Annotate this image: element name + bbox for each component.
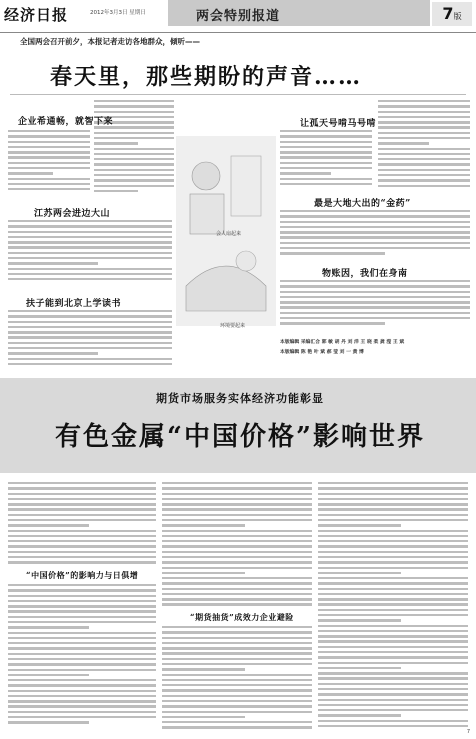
figure-caption: 会人扇起来: [216, 231, 242, 237]
text-line: [94, 169, 174, 171]
text-line: [162, 530, 312, 532]
text-line: [162, 711, 312, 713]
text-line: [8, 610, 156, 612]
text-line: [8, 503, 156, 505]
text-line: [162, 498, 312, 500]
text-line: [94, 190, 138, 192]
text-line: [318, 704, 468, 706]
text-line: [378, 100, 470, 102]
text-line: [8, 268, 172, 270]
text-line: [318, 593, 468, 595]
text-line: [8, 358, 172, 360]
article-column: [318, 482, 468, 732]
top-headline-rule: [10, 94, 466, 95]
text-line: [8, 530, 156, 532]
text-line: [8, 352, 98, 354]
credit-line: 本版编辑 陈 艳 叶 斌 郝 莹 刘 一 黄 博: [280, 350, 364, 355]
text-line: [8, 716, 156, 718]
text-line: [8, 151, 90, 153]
text-line: [8, 146, 90, 148]
text-line: [8, 141, 90, 143]
text-line: [8, 669, 156, 671]
masthead: [0, 0, 476, 32]
text-line: [8, 647, 156, 649]
text-line: [280, 178, 372, 180]
text-line: [318, 688, 468, 690]
page-number: [432, 2, 472, 26]
text-line: [162, 705, 312, 707]
text-line: [280, 296, 470, 298]
text-line: [94, 153, 174, 155]
text-line: [378, 142, 429, 144]
header-rule: [0, 32, 476, 33]
text-line: [8, 658, 156, 660]
text-line: [8, 135, 90, 137]
text-line: [8, 711, 156, 713]
text-line: [318, 699, 468, 701]
text-line: [280, 183, 372, 185]
article-column: [8, 482, 156, 568]
subhead: 物账因，我们在身南: [322, 269, 408, 279]
text-line: [8, 326, 172, 328]
article-column: [280, 210, 470, 262]
text-line: [280, 226, 470, 228]
text-line: [378, 158, 470, 160]
text-line: [94, 132, 174, 134]
text-line: [8, 241, 172, 243]
text-line: [8, 551, 156, 553]
text-line: [8, 321, 172, 323]
text-line: [8, 621, 156, 623]
text-line: [8, 524, 89, 526]
text-line: [318, 667, 401, 669]
text-line: [162, 626, 312, 628]
text-line: [8, 246, 172, 248]
text-line: [8, 721, 89, 723]
text-line: [94, 111, 174, 113]
text-line: [318, 625, 468, 627]
text-line: [318, 556, 468, 558]
text-line: [8, 257, 172, 259]
text-line: [318, 640, 468, 642]
text-line: [8, 331, 172, 333]
text-line: [8, 273, 172, 275]
text-line: [318, 651, 468, 653]
text-line: [318, 693, 468, 695]
text-line: [162, 588, 312, 590]
text-line: [162, 540, 312, 542]
text-line: [280, 162, 372, 164]
text-line: [280, 247, 470, 249]
text-line: [318, 725, 468, 727]
text-line: [8, 600, 156, 602]
text-line: [8, 690, 156, 692]
text-line: [94, 174, 174, 176]
text-line: [8, 514, 156, 516]
text-line: [162, 716, 245, 718]
text-line: [318, 540, 468, 542]
page-number-suffix: 版: [453, 12, 462, 21]
text-line: [8, 183, 90, 185]
text-line: [8, 700, 156, 702]
text-line: [8, 695, 156, 697]
text-line: [280, 215, 470, 217]
text-line: [378, 148, 470, 150]
text-line: [162, 642, 312, 644]
text-line: [378, 105, 470, 107]
text-line: [8, 363, 172, 365]
text-line: [162, 514, 312, 516]
article-column: [162, 626, 312, 732]
text-line: [162, 652, 312, 654]
text-line: [8, 674, 89, 676]
text-line: [378, 126, 470, 128]
text-line: [280, 317, 470, 319]
text-line: [280, 312, 470, 314]
text-line: [318, 519, 468, 521]
text-line: [318, 646, 468, 648]
text-line: [8, 632, 156, 634]
text-line: [8, 626, 89, 628]
text-line: [8, 156, 90, 158]
text-line: [318, 530, 468, 532]
top-kicker: 全国两会召开前夕，本报记者走访各地群众，倾听——: [20, 37, 200, 46]
text-line: [280, 172, 331, 174]
text-line: [162, 593, 312, 595]
subhead: “期货抽货”成效力企业避险: [190, 612, 294, 622]
text-line: [378, 185, 470, 187]
text-line: [8, 589, 156, 591]
text-line: [318, 493, 468, 495]
text-line: [8, 315, 172, 317]
text-line: [318, 535, 468, 537]
text-line: [378, 121, 470, 123]
text-line: [280, 231, 470, 233]
text-line: [162, 689, 312, 691]
text-line: [318, 598, 468, 600]
text-line: [318, 498, 468, 500]
text-line: [8, 561, 156, 563]
text-line: [318, 582, 468, 584]
text-line: [318, 609, 468, 611]
text-line: [94, 148, 174, 150]
text-line: [318, 561, 468, 563]
text-line: [162, 684, 312, 686]
dateline: 2012年3月3日 星期日: [90, 10, 146, 16]
text-line: [162, 519, 312, 521]
text-line: [162, 598, 312, 600]
text-line: [378, 174, 470, 176]
text-line: [8, 220, 172, 222]
text-line: [8, 663, 156, 665]
text-line: [318, 545, 468, 547]
top-headline: 春天里，那些期盼的声音……: [50, 64, 363, 90]
text-line: [318, 635, 468, 637]
page-number-value: 7: [442, 4, 454, 23]
text-line: [318, 720, 468, 722]
text-line: [318, 603, 468, 605]
text-line: [8, 519, 156, 521]
text-line: [8, 684, 156, 686]
text-line: [280, 236, 470, 238]
text-line: [8, 637, 156, 639]
text-line: [280, 322, 385, 324]
text-line: [318, 656, 468, 658]
text-line: [318, 672, 468, 674]
article-column: [378, 100, 470, 192]
text-line: [8, 162, 90, 164]
text-line: [162, 674, 312, 676]
subhead: 江苏两会进边大山: [34, 209, 111, 219]
article-column: [8, 584, 156, 732]
text-line: [8, 540, 156, 542]
bottom-headline: 有色金属“中国价格”影响世界: [55, 422, 425, 452]
text-line: [280, 146, 372, 148]
text-line: [162, 658, 312, 660]
text-line: [8, 172, 53, 174]
text-line: [162, 663, 312, 665]
text-line: [162, 647, 312, 649]
text-line: [162, 556, 312, 558]
text-line: [8, 556, 156, 558]
article-column: [162, 482, 312, 610]
text-line: [94, 179, 174, 181]
text-line: [162, 726, 312, 728]
text-line: [318, 508, 468, 510]
text-line: [8, 584, 156, 586]
newspaper-logo: 经济日报: [4, 6, 69, 24]
figure-caption: 环境要起来: [220, 323, 246, 329]
text-line: [378, 116, 470, 118]
text-line: [162, 572, 245, 574]
text-line: [280, 301, 470, 303]
text-line: [162, 503, 312, 505]
text-line: [162, 679, 312, 681]
text-line: [280, 252, 385, 254]
text-line: [94, 185, 174, 187]
text-line: [94, 100, 174, 102]
text-line: [162, 577, 312, 579]
text-line: [280, 242, 470, 244]
text-line: [318, 677, 468, 679]
text-line: [162, 535, 312, 537]
text-line: [318, 567, 468, 569]
subhead: 扶子能到北京上学读书: [26, 299, 122, 309]
text-line: [8, 616, 156, 618]
text-line: [162, 582, 312, 584]
text-line: [318, 524, 401, 526]
text-line: [8, 487, 156, 489]
text-line: [162, 695, 312, 697]
text-line: [318, 714, 401, 716]
text-line: [162, 631, 312, 633]
subhead: 企业希通畅，就智下来: [18, 117, 114, 127]
text-line: [378, 111, 470, 113]
article-column: [280, 130, 372, 190]
text-line: [280, 285, 470, 287]
text-line: [8, 642, 156, 644]
text-line: [162, 482, 312, 484]
text-line: [318, 662, 468, 664]
text-line: [162, 603, 312, 605]
subhead: 最是大地大出的“金药”: [314, 199, 411, 209]
text-line: [318, 572, 401, 574]
text-line: [378, 132, 470, 134]
text-line: [8, 225, 172, 227]
article-column: [280, 280, 470, 332]
text-line: [318, 630, 468, 632]
text-line: [8, 535, 156, 537]
text-line: [280, 130, 372, 132]
text-line: [8, 508, 156, 510]
text-line: [94, 105, 174, 107]
text-line: [8, 679, 156, 681]
text-line: [318, 482, 468, 484]
text-line: [8, 653, 156, 655]
text-line: [378, 163, 470, 165]
text-line: [162, 487, 312, 489]
text-line: [94, 163, 174, 165]
subhead: “中国价格”的影响力与日俱增: [26, 570, 139, 580]
text-line: [162, 668, 245, 670]
text-line: [318, 588, 468, 590]
text-line: [8, 498, 156, 500]
text-line: [162, 721, 312, 723]
text-line: [94, 158, 174, 160]
text-line: [8, 252, 172, 254]
text-line: [280, 291, 470, 293]
text-line: [8, 342, 172, 344]
text-line: [8, 705, 156, 707]
text-line: [318, 683, 468, 685]
text-line: [162, 700, 312, 702]
article-column: [8, 220, 172, 288]
text-line: [94, 137, 174, 139]
text-line: [280, 306, 470, 308]
text-line: [378, 169, 470, 171]
text-line: [162, 561, 312, 563]
text-line: [8, 231, 172, 233]
text-line: [8, 178, 90, 180]
text-line: [280, 210, 470, 212]
footer-mark: 7: [466, 729, 470, 735]
text-line: [280, 156, 372, 158]
text-line: [8, 278, 172, 280]
text-line: [8, 545, 156, 547]
text-line: [378, 153, 470, 155]
subhead: 让孤天号啃马号啃: [300, 119, 377, 129]
text-line: [280, 151, 372, 153]
text-line: [378, 179, 470, 181]
text-line: [8, 167, 90, 169]
section-title: 两会特别报道: [196, 9, 281, 24]
credit-line: 本版编辑 采编汇合 郭 敏 胡 丹 刘 洋 王 晓 柔 龚 滢 王 斌: [280, 340, 405, 345]
text-line: [8, 605, 156, 607]
text-line: [162, 637, 312, 639]
text-line: [318, 577, 468, 579]
text-line: [162, 508, 312, 510]
text-line: [8, 595, 156, 597]
text-line: [8, 336, 172, 338]
text-line: [162, 524, 245, 526]
text-line: [318, 709, 468, 711]
text-line: [94, 142, 138, 144]
text-line: [8, 347, 172, 349]
text-line: [162, 567, 312, 569]
text-line: [280, 167, 372, 169]
text-line: [318, 551, 468, 553]
text-line: [8, 493, 156, 495]
text-line: [162, 493, 312, 495]
text-line: [280, 280, 470, 282]
article-column: [8, 310, 172, 370]
text-line: [8, 130, 90, 132]
text-line: [8, 310, 172, 312]
text-line: [318, 503, 468, 505]
text-line: [318, 619, 401, 621]
text-line: [8, 262, 98, 264]
text-line: [318, 614, 468, 616]
text-line: [280, 221, 470, 223]
bottom-kicker: 期货市场服务实体经济功能彰显: [156, 392, 324, 405]
text-line: [162, 551, 312, 553]
text-line: [378, 137, 470, 139]
text-line: [318, 487, 468, 489]
text-line: [280, 141, 372, 143]
text-line: [162, 545, 312, 547]
text-line: [8, 236, 172, 238]
text-line: [318, 514, 468, 516]
text-line: [280, 135, 372, 137]
text-line: [8, 482, 156, 484]
article-column: [8, 130, 90, 198]
text-line: [8, 188, 90, 190]
